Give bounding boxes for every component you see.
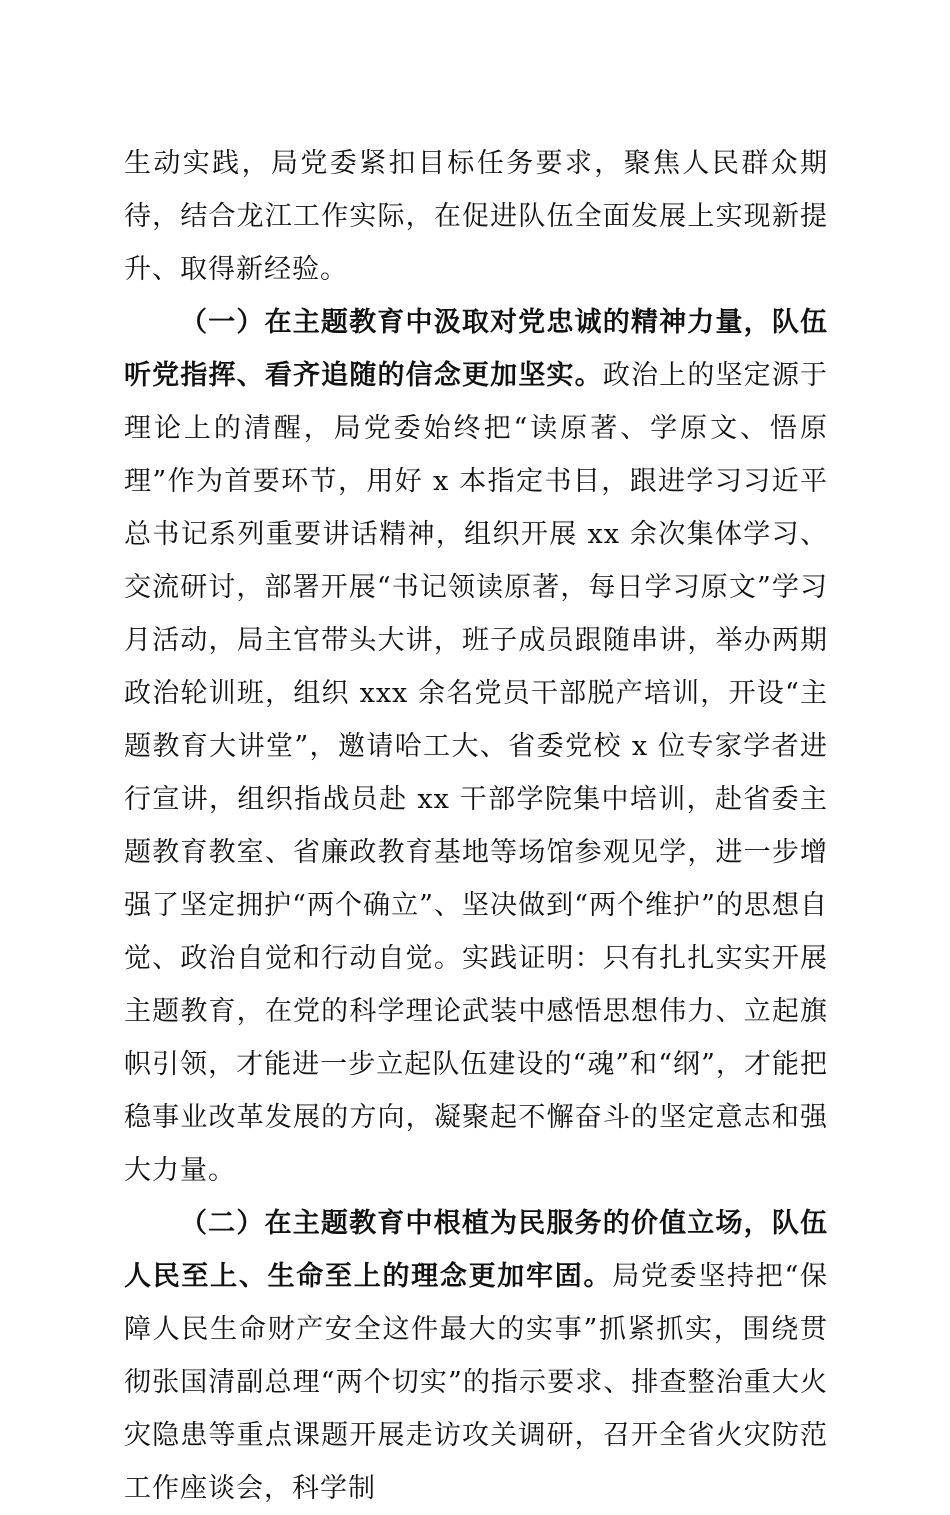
paragraph-section-1: [124, 296, 828, 1197]
section-1-text: 政治上的坚定源于理论上的清醒，局党委始终把“读原著、学原文、悟原理”作为首要环节，用好 x 本指定书目，跟进学习习近平总书记系列重要讲话精神，组织开展 xx 余次集体学习、交流研讨，部署开展“书记领读原著，每日学习原文”学习月活动，局主官带头大讲，班子成员跟随串讲，举办两期政治轮训班，组织 xxx 余名党员干部脱产培训，开设“主题教育大讲堂”，邀请哈工大、省委党校 x 位专家学者进行宣讲，组织指战员赴 xx 干部学院集中培训，赴省委主题教育教室、省廉政教育基地等场馆参观见学，进一步增强了坚定拥护“两个确立”、坚决做到“两个维护”的思想自觉、政治自觉和行动自觉。实践证明：只有扎扎实实开展主题教育，在党的科学理论武装中感悟思想伟力、立起旗帜引领，才能进一步立起队伍建设的“魂”和“纲”，才能把稳事业改革发展的方向，凝聚起不懈奋斗的坚定意志和强大力量。: [124, 360, 829, 1186]
paragraph-intro-text: 生动实践，局党委紧扣目标任务要求，聚焦人民群众期待，结合龙江工作实际，在促进队伍全面发展上实现新提升、取得新经验。: [124, 148, 828, 285]
section-1-heading: （一）在主题教育中汲取对党忠诚的精神力量，队伍听党指挥、看齐追随的信念更加坚实。: [124, 307, 828, 391]
document-body: [124, 137, 828, 1515]
section-2-text: 局党委坚持把“保障人民生命财产安全这件最大的实事”抓紧抓实，围绕贯彻张国清副总理“两个切实”的指示要求、排查整治重大火灾隐患等重点课题开展走访攻关调研，召开全省火灾防范工作座谈会，科学制: [124, 1261, 829, 1504]
section-2-heading: （二）在主题教育中根植为民服务的价值立场，队伍人民至上、生命至上的理念更加牢固。: [124, 1208, 828, 1292]
paragraph-section-2: [124, 1197, 828, 1515]
paragraph-intro: [124, 137, 828, 296]
